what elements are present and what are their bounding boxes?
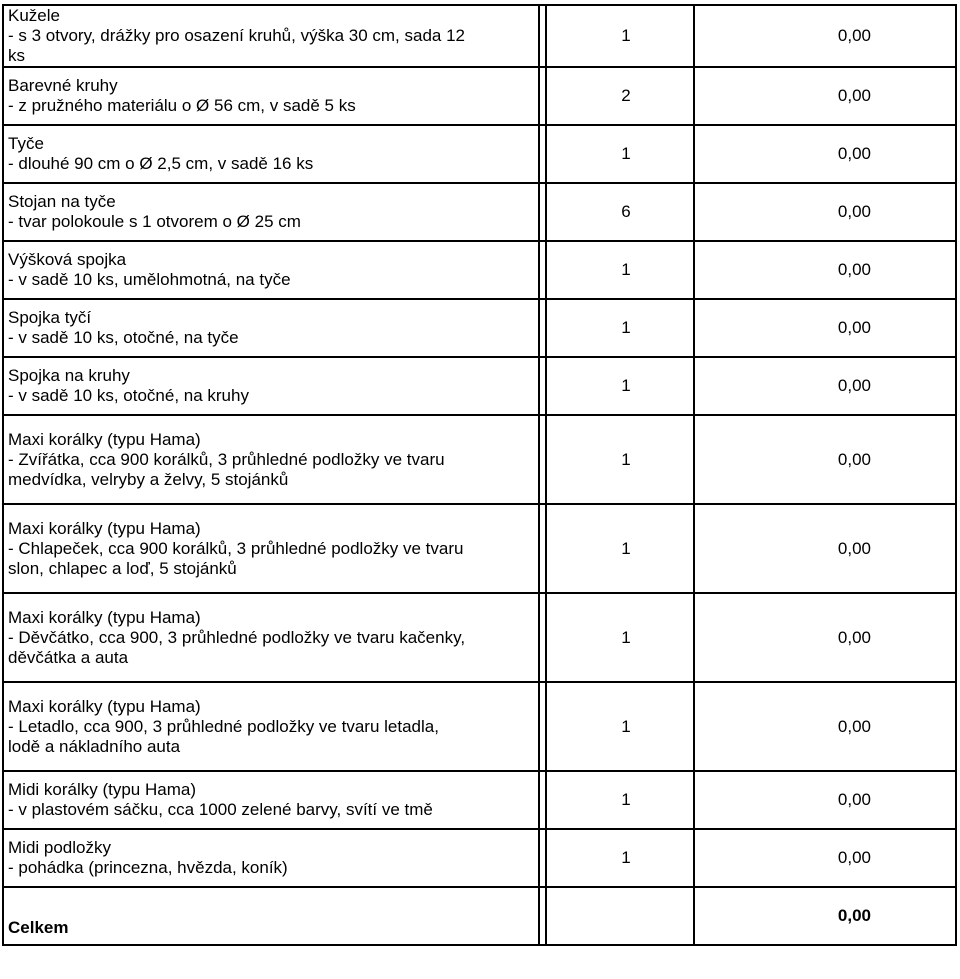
table-row xyxy=(3,241,956,299)
item-description xyxy=(3,183,539,241)
item-detail-line: - Chlapeček, cca 900 korálků, 3 průhledné podložky ve tvaru xyxy=(8,538,464,558)
item-name: Midi korálky (typu Hama) xyxy=(8,780,196,799)
item-description xyxy=(3,241,539,299)
item-detail-line: - tvar polokoule s 1 otvorem o Ø 25 cm xyxy=(8,212,301,231)
item-quantity: 1 xyxy=(546,415,694,504)
table-row xyxy=(3,67,956,125)
item-price: 0,00 xyxy=(694,67,956,125)
column-spacer xyxy=(539,682,546,771)
item-description xyxy=(3,67,539,125)
item-detail-line: - Letadlo, cca 900, 3 průhledné podložky ve tvaru letadla, xyxy=(8,716,439,736)
item-detail-line: - v sadě 10 ks, otočné, na tyče xyxy=(8,328,239,347)
item-description xyxy=(3,682,539,771)
item-description xyxy=(3,125,539,183)
item-quantity: 1 xyxy=(546,357,694,415)
column-spacer xyxy=(539,67,546,125)
item-quantity: 1 xyxy=(546,5,694,67)
total-label-cell xyxy=(3,887,539,945)
total-value: 0,00 xyxy=(694,887,956,945)
item-price: 0,00 xyxy=(694,593,956,682)
item-name: Tyče xyxy=(8,134,44,153)
table-row xyxy=(3,829,956,887)
table-row xyxy=(3,357,956,415)
item-detail-line: - v sadě 10 ks, otočné, na kruhy xyxy=(8,386,249,405)
item-price: 0,00 xyxy=(694,183,956,241)
item-detail-line: - Zvířátka, cca 900 korálků, 3 průhledné podložky ve tvaru xyxy=(8,449,445,469)
item-price: 0,00 xyxy=(694,299,956,357)
column-spacer xyxy=(539,887,546,945)
item-detail-line: - z pružného materiálu o Ø 56 cm, v sadě 5 ks xyxy=(8,96,356,115)
item-detail-line: lodě a nákladního auta xyxy=(8,736,181,756)
item-description xyxy=(3,771,539,829)
column-spacer xyxy=(539,357,546,415)
item-price: 0,00 xyxy=(694,241,956,299)
item-description xyxy=(3,504,539,593)
item-quantity: 1 xyxy=(546,682,694,771)
table-row xyxy=(3,415,956,504)
column-spacer xyxy=(539,183,546,241)
item-name: Midi podložky xyxy=(8,838,111,857)
item-name: Spojka tyčí xyxy=(8,308,92,327)
item-name: Maxi korálky (typu Hama) xyxy=(8,429,201,449)
item-quantity: 1 xyxy=(546,504,694,593)
item-name: Stojan na tyče xyxy=(8,192,116,211)
table-row xyxy=(3,183,956,241)
item-name: Barevné kruhy xyxy=(8,76,118,95)
column-spacer xyxy=(539,125,546,183)
item-detail-line: - pohádka (princezna, hvězda, koník) xyxy=(8,858,288,877)
item-quantity: 2 xyxy=(546,67,694,125)
item-detail-line: slon, chlapec a loď, 5 stojánků xyxy=(8,558,237,578)
item-quantity: 1 xyxy=(546,593,694,682)
item-detail-line: děvčátka a auta xyxy=(8,647,129,667)
item-detail-line: - Děvčátko, cca 900, 3 průhledné podložky ve tvaru kačenky, xyxy=(8,627,466,647)
table-row xyxy=(3,504,956,593)
column-spacer xyxy=(539,829,546,887)
item-price: 0,00 xyxy=(694,682,956,771)
item-name: Maxi korálky (typu Hama) xyxy=(8,518,201,538)
item-quantity: 6 xyxy=(546,183,694,241)
item-description xyxy=(3,5,539,67)
column-spacer xyxy=(539,241,546,299)
item-quantity: 1 xyxy=(546,241,694,299)
item-detail-line: ks xyxy=(8,46,25,65)
item-description xyxy=(3,357,539,415)
item-price: 0,00 xyxy=(694,504,956,593)
items-table xyxy=(2,4,957,946)
total-row xyxy=(3,887,956,945)
column-spacer xyxy=(539,415,546,504)
item-name: Kužele xyxy=(8,6,60,25)
item-price: 0,00 xyxy=(694,125,956,183)
column-spacer xyxy=(539,299,546,357)
total-quantity-cell xyxy=(546,887,694,945)
item-name: Výšková spojka xyxy=(8,250,127,269)
column-spacer xyxy=(539,504,546,593)
item-quantity: 1 xyxy=(546,299,694,357)
item-price: 0,00 xyxy=(694,829,956,887)
column-spacer xyxy=(539,5,546,67)
item-quantity: 1 xyxy=(546,771,694,829)
item-price: 0,00 xyxy=(694,415,956,504)
item-description xyxy=(3,829,539,887)
item-detail-line: - v plastovém sáčku, cca 1000 zelené barvy, svítí ve tmě xyxy=(8,800,433,819)
item-description xyxy=(3,415,539,504)
item-description xyxy=(3,299,539,357)
item-price: 0,00 xyxy=(694,357,956,415)
table-row xyxy=(3,299,956,357)
item-name: Spojka na kruhy xyxy=(8,366,130,385)
table-row xyxy=(3,5,956,67)
item-quantity: 1 xyxy=(546,829,694,887)
table-row xyxy=(3,771,956,829)
item-detail-line: - v sadě 10 ks, umělohmotná, na tyče xyxy=(8,270,291,289)
column-spacer xyxy=(539,771,546,829)
item-name: Maxi korálky (typu Hama) xyxy=(8,607,201,627)
item-name: Maxi korálky (typu Hama) xyxy=(8,696,201,716)
item-detail-line: - s 3 otvory, drážky pro osazení kruhů, výška 30 cm, sada 12 xyxy=(8,26,465,45)
total-label: Celkem xyxy=(8,918,69,937)
item-description xyxy=(3,593,539,682)
item-quantity: 1 xyxy=(546,125,694,183)
items-table-body xyxy=(3,5,956,945)
item-detail-line: medvídka, velryby a želvy, 5 stojánků xyxy=(8,469,289,489)
item-price: 0,00 xyxy=(694,5,956,67)
item-price: 0,00 xyxy=(694,771,956,829)
table-row xyxy=(3,125,956,183)
table-row xyxy=(3,682,956,771)
table-row xyxy=(3,593,956,682)
item-detail-line: - dlouhé 90 cm o Ø 2,5 cm, v sadě 16 ks xyxy=(8,154,314,173)
column-spacer xyxy=(539,593,546,682)
